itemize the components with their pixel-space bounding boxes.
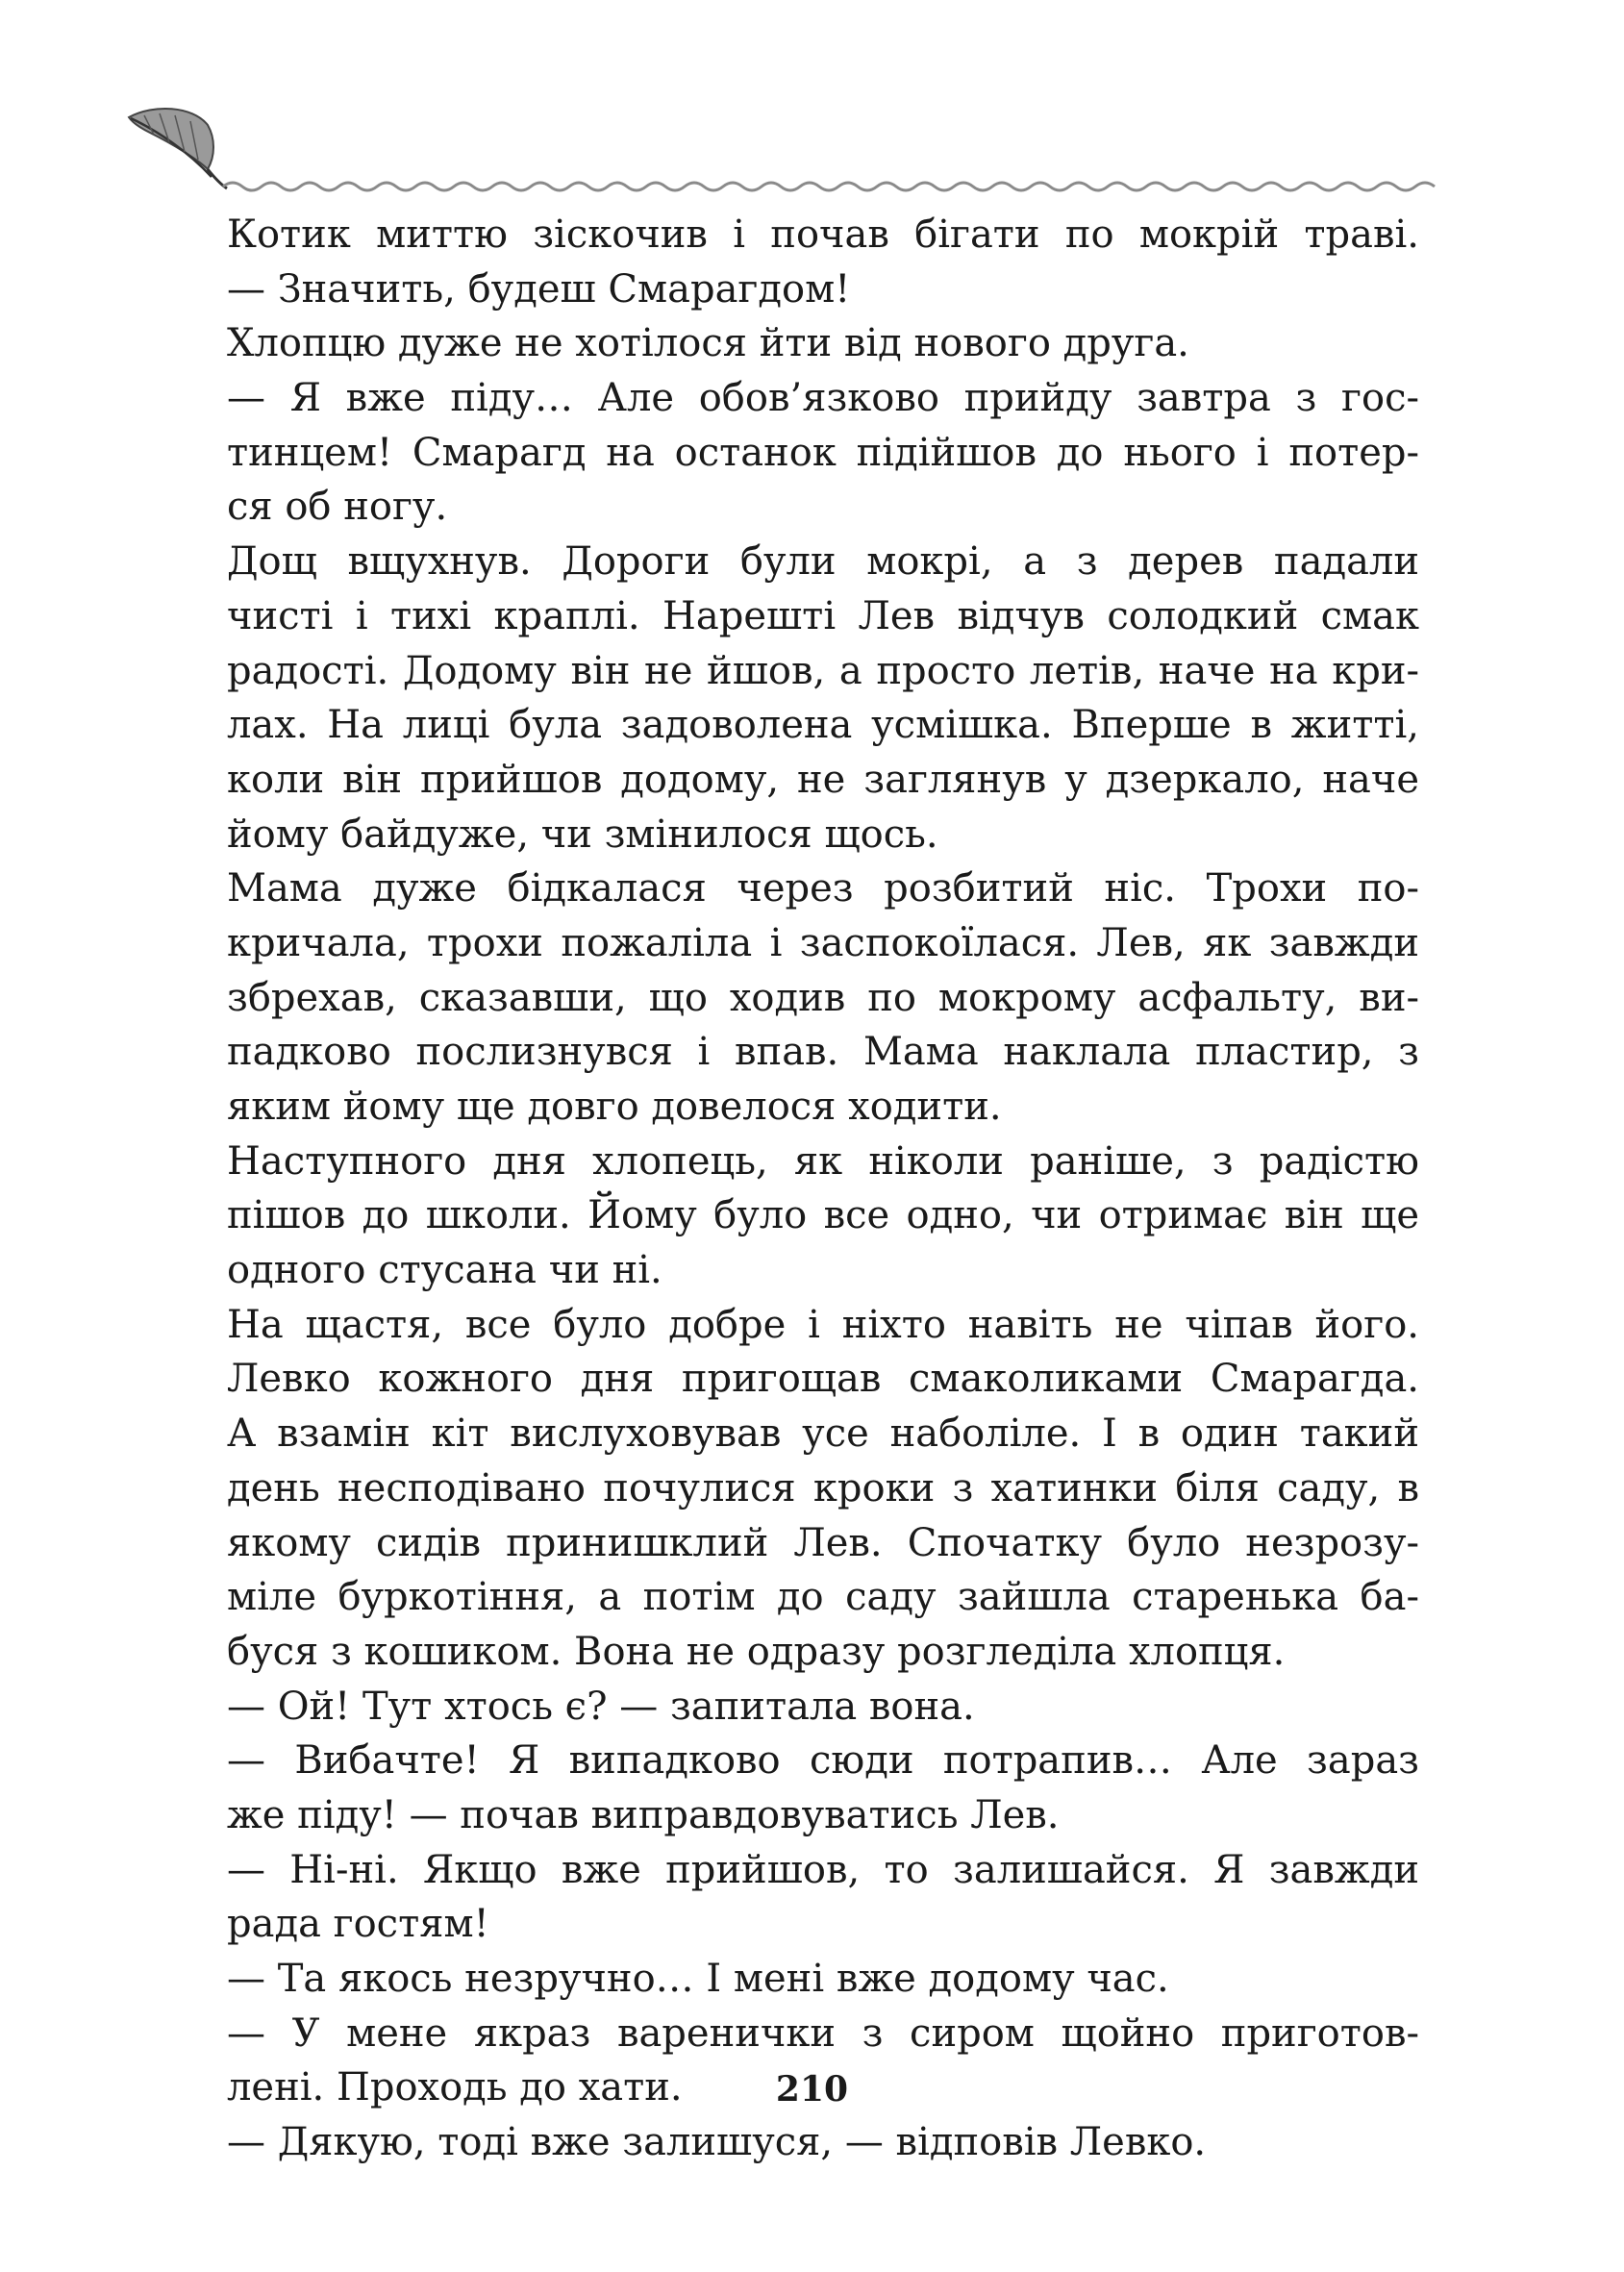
text-line: йому байдуже, чи змінилося щось. bbox=[227, 811, 938, 857]
text-line: — Я вже піду… Але обов’язково прийду завтра з гос- bbox=[227, 376, 1419, 421]
text-line: — Значить, будеш Смарагдом! bbox=[227, 266, 851, 312]
text-line: — Дякую, тоді вже залишуся, — відповів Левко. bbox=[227, 2120, 1207, 2165]
text-line: яким йому ще довго довелося ходити. bbox=[227, 1085, 1002, 1129]
text-line: лені. Проходь до хати. bbox=[227, 2065, 683, 2110]
text-line: — Ні-ні. Якщо вже прийшов, то залишайся. Я завжди bbox=[227, 1847, 1419, 1892]
text-line: ся об ногу. bbox=[227, 485, 448, 530]
text-line: коли він прийшов додому, не заглянув у дзеркало, наче bbox=[227, 757, 1419, 802]
text-line: одного стусана чи ні. bbox=[227, 1248, 662, 1293]
text-line: А взамін кіт вислуховував усе наболіле. І в один такий bbox=[227, 1411, 1419, 1457]
text-line: Котик миттю зіскочив і почав бігати по мокрій траві. bbox=[227, 212, 1419, 257]
text-line: буся з кошиком. Вона не одразу розгледіла хлопця. bbox=[227, 1629, 1286, 1674]
text-line: — Вибачте! Я випадково сюди потрапив… Але зараз bbox=[227, 1738, 1419, 1784]
text-line: якому сидів принишклий Лев. Спочатку було незрозу- bbox=[227, 1520, 1419, 1565]
wavy-rule bbox=[223, 183, 1435, 190]
text-line: Дощ вщухнув. Дороги були мокрі, а з дерев падали bbox=[227, 539, 1419, 585]
text-line: чисті і тихі краплі. Нарешті Лев відчув солодкий смак bbox=[227, 593, 1419, 638]
text-line: день несподівано почулися кроки з хатинки біля саду, в bbox=[227, 1465, 1419, 1511]
text-line: лах. На лиці була задоволена усмішка. Вперше в житті, bbox=[227, 703, 1419, 748]
feather-wave-ornament bbox=[115, 96, 1442, 202]
feather-icon bbox=[129, 109, 227, 188]
text-line: Хлопцю дуже не хотілося йти від нового друга. bbox=[227, 321, 1189, 366]
text-line: — Ой! Тут хтось є? — запитала вона. bbox=[227, 1684, 975, 1729]
text-line: Мама дуже бідкалася через розбитий ніс. Трохи по- bbox=[227, 866, 1419, 911]
text-line: На щастя, все було добре і ніхто навіть не чіпав його. bbox=[227, 1302, 1419, 1347]
text-line: тинцем! Смарагд на останок підійшов до нього і потер- bbox=[227, 430, 1419, 475]
text-line: же піду! — почав виправдовуватись Лев. bbox=[227, 1792, 1060, 1837]
text-line: кричала, трохи пожаліла і заспокоїлася. Лев, як завжди bbox=[227, 920, 1419, 965]
text-line: міле буркотіння, а потім до саду зайшла старенька ба- bbox=[227, 1575, 1419, 1620]
text-line: — У мене якраз варенички з сиром щойно приготов- bbox=[227, 2010, 1419, 2056]
text-line: пішов до школи. Йому було все одно, чи отримає він ще bbox=[227, 1193, 1419, 1238]
text-line: падково послизнувся і впав. Мама наклала пластир, з bbox=[227, 1030, 1419, 1075]
text-line: збрехав, сказавши, що ходив по мокрому асфальту, ви- bbox=[227, 975, 1419, 1020]
story-text bbox=[227, 208, 1419, 2170]
text-line: радості. Додому він не йшов, а просто летів, наче на кри- bbox=[227, 648, 1419, 693]
page-number: 210 bbox=[775, 2069, 849, 2110]
text-line: Наступного дня хлопець, як ніколи раніше, з радістю bbox=[227, 1138, 1419, 1184]
text-line: — Та якось незручно… І мені вже додому час. bbox=[227, 1957, 1169, 2001]
text-line: рада гостям! bbox=[227, 1902, 489, 1947]
text-line: Левко кожного дня пригощав смаколиками Смарагда. bbox=[227, 1357, 1419, 1402]
